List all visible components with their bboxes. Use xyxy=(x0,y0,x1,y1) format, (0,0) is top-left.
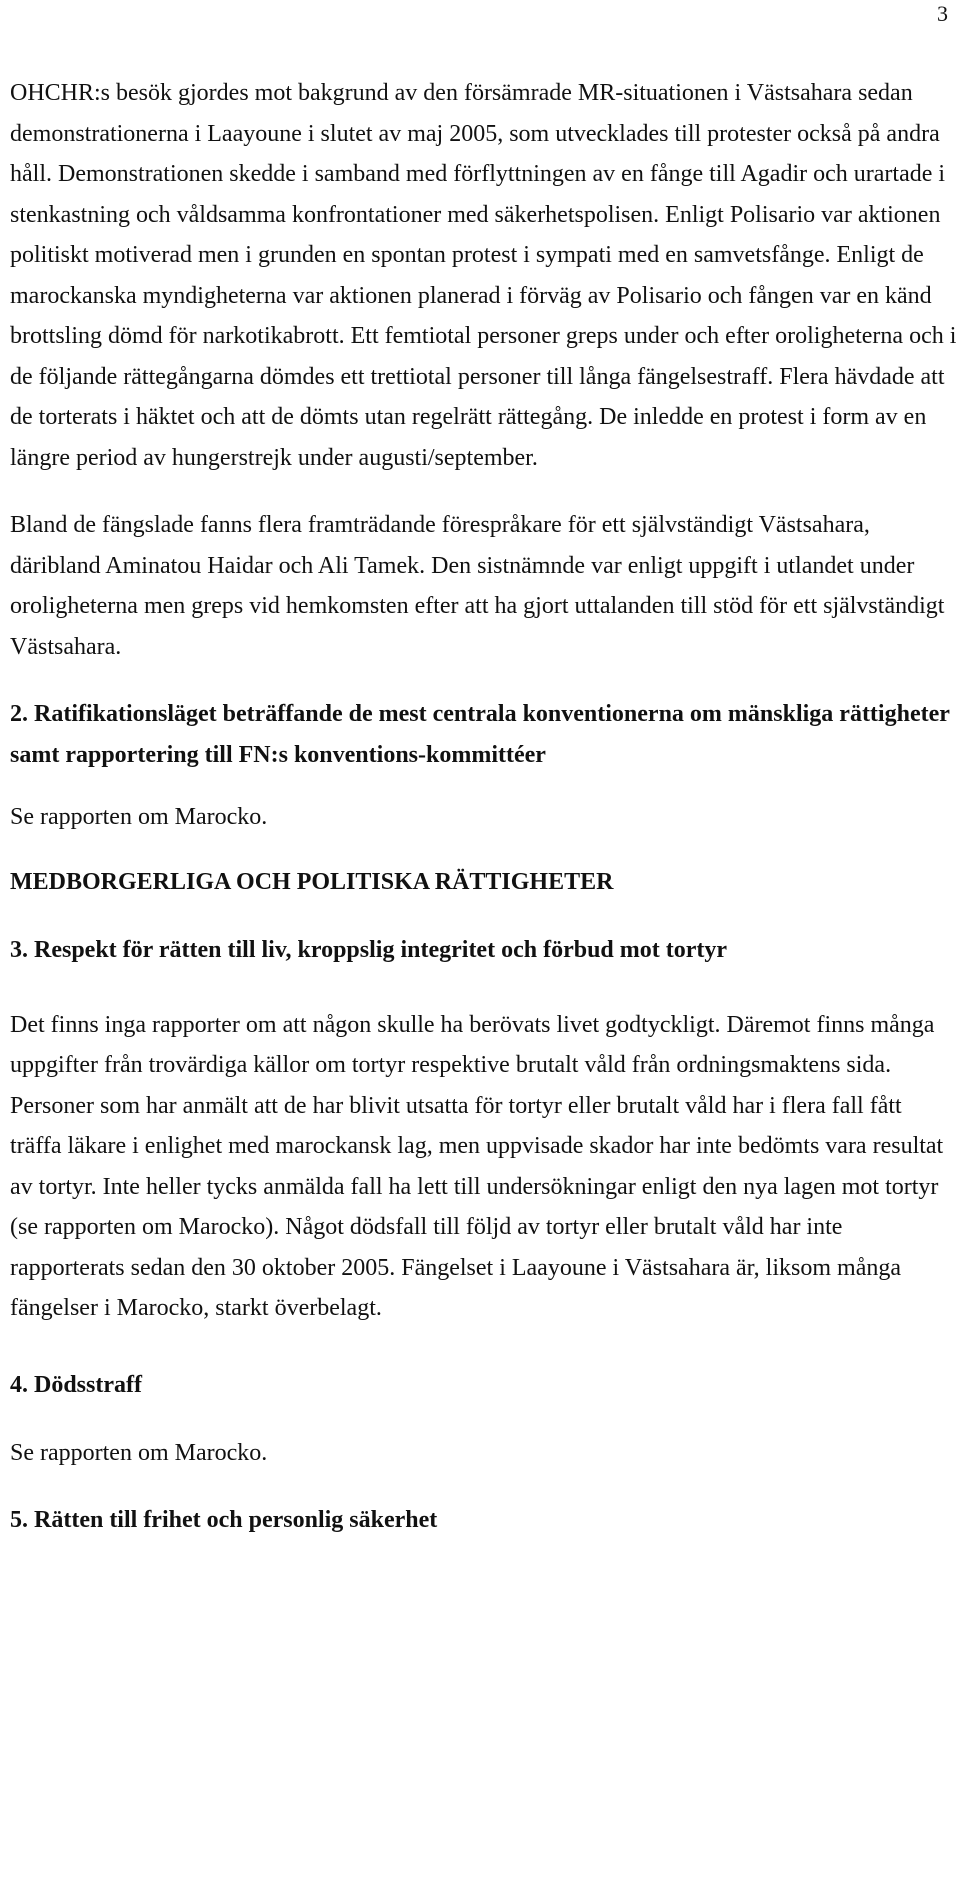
heading-civil-political-rights: MEDBORGERLIGA OCH POLITISKA RÄTTIGHETER xyxy=(10,868,614,895)
paragraph-torture: Det finns inga rapporter om att någon skulle ha berövats livet godtyckligt. Däremot finns många uppgifter från trovärdiga källor om tortyr respektive brutalt våld från ordningsmaktens sida. Personer som har anmält att de har blivit utsatta för tortyr eller brutalt våld har i flera fall fått träffa läkare i enlighet med marockansk lag, men uppvisade skador har inte bedömts vara resultat av tortyr. Inte heller tycks anmälda fall ha lett till undersökningar enligt den nya lagen mot tortyr (se rapporten om Marocko). Något dödsfall till följd av tortyr eller brutalt våld har inte rapporterats sedan den 30 oktober 2005. Fängelset i Laayoune i Västsahara är, liksom många fängelser i Marocko, starkt överbelagt. xyxy=(10,1011,944,1321)
paragraph-see-report-1: Se rapporten om Marocko. xyxy=(10,804,268,830)
document-body xyxy=(10,73,958,1540)
heading-death-penalty: 4. Dödsstraff xyxy=(10,1371,142,1398)
heading-ratification: 2. Ratifikationsläget beträffande de mest centrala konventionerna om mänskliga rättigheter samt rapportering till FN:s konventions-kommittéer xyxy=(10,701,950,768)
page-number: 3 xyxy=(937,1,948,26)
heading-right-to-life: 3. Respekt för rätten till liv, kroppslig integritet och förbud mot tortyr xyxy=(10,937,728,963)
heading-liberty-security: 5. Rätten till frihet och personlig säkerhet xyxy=(10,1506,438,1533)
paragraph-ohchr-visit: OHCHR:s besök gjordes mot bakgrund av den försämrade MR-situationen i Västsahara sedan demonstrationerna i Laayoune i slutet av maj 2005, som utvecklades till protester också på andra håll. Demonstrationen skedde i samband med förflyttningen av en fånge till Agadir och urartade i stenkastning och våldsamma konfrontationer med säkerhetspolisen. Enligt Polisario var aktionen politiskt motiverad men i grunden en spontan protest i sympati med en samvetsfånge. Enligt de marockanska myndigheterna var aktionen planerad i förväg av Polisario och fången var en känd brottsling dömd för narkotikabrott. Ett femtiotal personer greps under och efter oroligheterna och i de följande rättegångarna dömdes ett trettiotal personer till långa fängelsestraff. Flera hävdade att de torterats i häktet och att de dömts utan regelrätt rättegång. De inledde en protest i form av en längre period av hungerstrejk under augusti/september. xyxy=(10,80,957,471)
paragraph-detainees: Bland de fängslade fanns flera framträdande förespråkare för ett självständigt Västsahara, däribland Aminatou Haidar och Ali Tamek. Den sistnämnde var enligt uppgift i utlandet under oroligheterna men greps vid hemkomsten efter att ha gjort uttalanden till stöd för ett självständigt Västsahara. xyxy=(10,512,945,660)
paragraph-see-report-2: Se rapporten om Marocko. xyxy=(10,1440,268,1466)
